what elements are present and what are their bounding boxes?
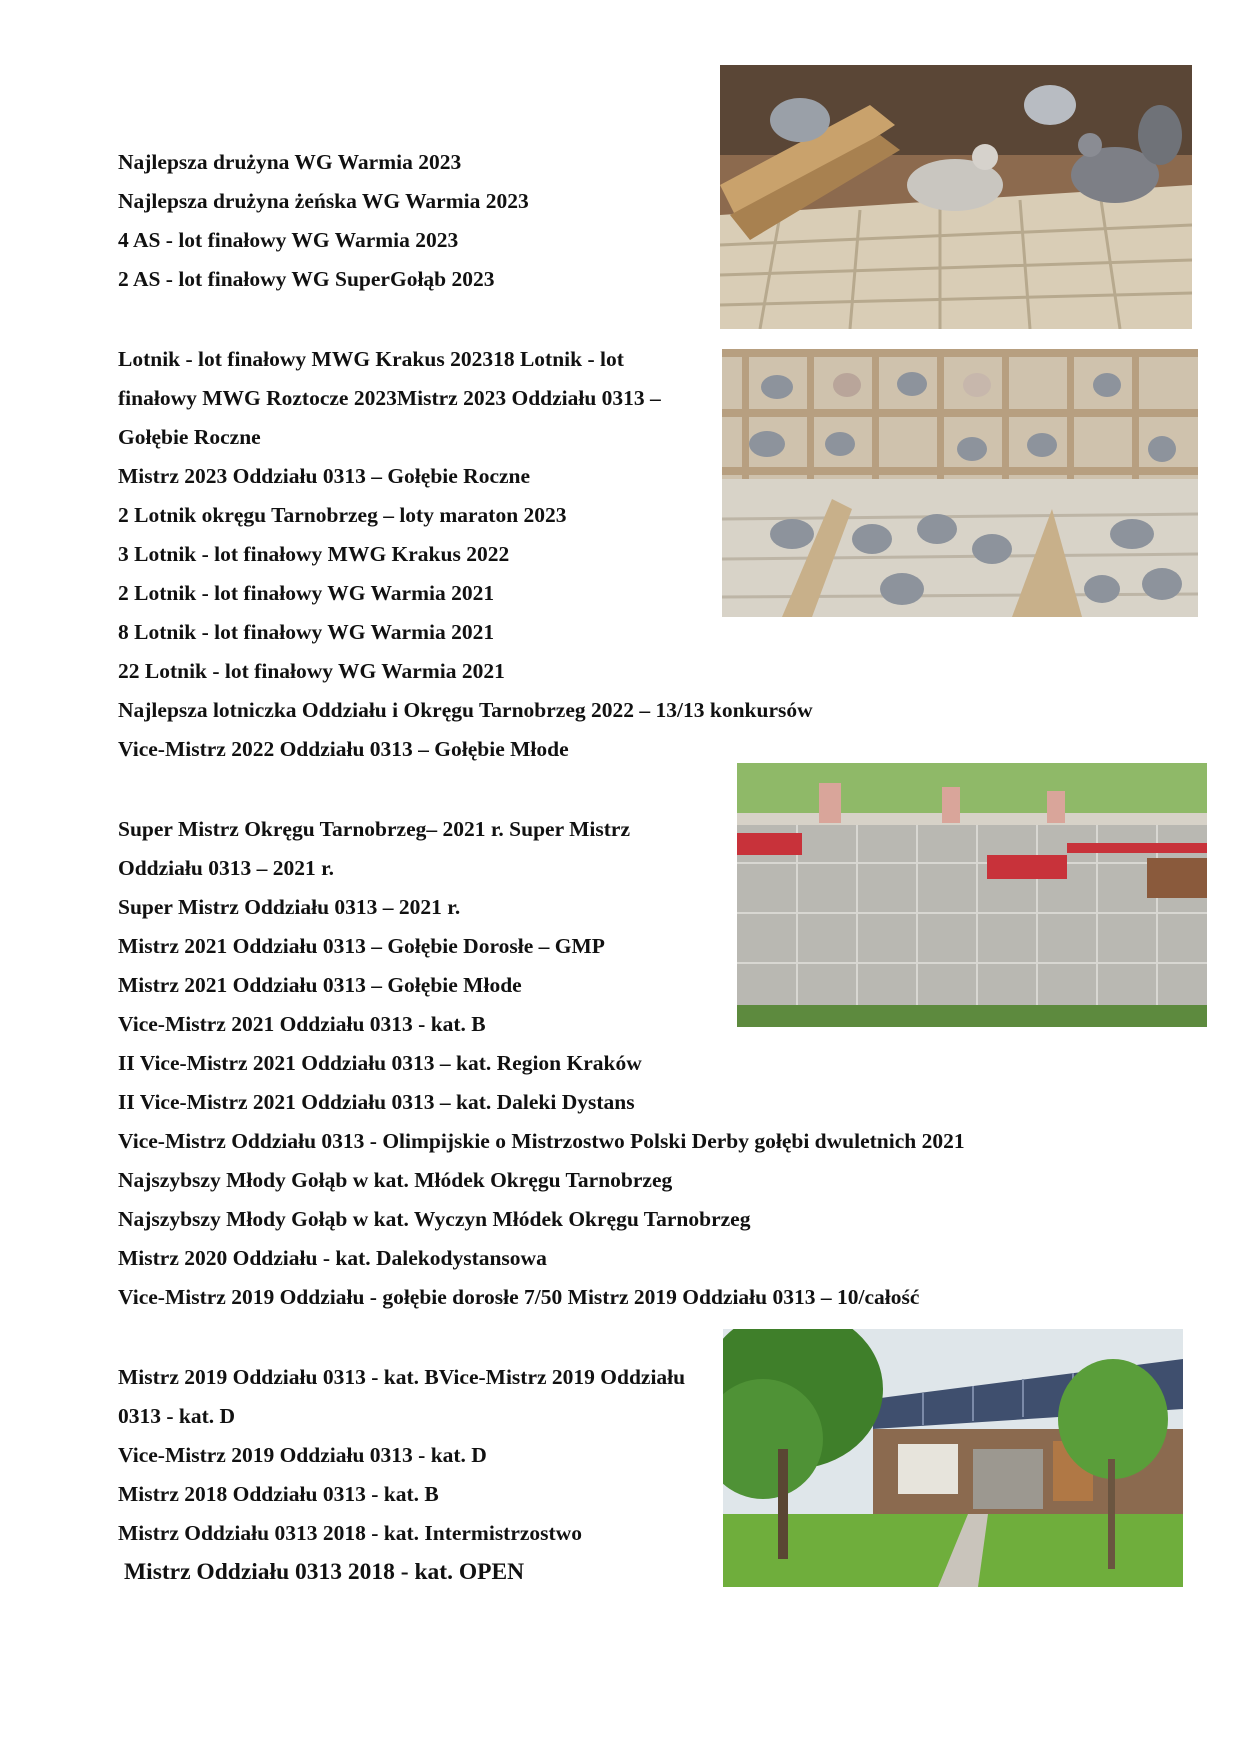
achievement-line: 2 Lotnik okręgu Tarnobrzeg – loty maraton 2023 bbox=[118, 503, 567, 527]
pigeons-feeding-photo bbox=[720, 65, 1192, 329]
achievement-line: Mistrz 2023 Oddziału 0313 – Gołębie Roczne bbox=[118, 464, 531, 488]
achievement-line: finałowy MWG Roztocze 2023Mistrz 2023 Oddziału 0313 – bbox=[118, 386, 661, 410]
loft-house-garden-image bbox=[723, 1329, 1183, 1587]
achievement-line: Vice-Mistrz 2019 Oddziału - gołębie dorosłe 7/50 Mistrz 2019 Oddziału 0313 – 10/całość bbox=[118, 1285, 920, 1309]
achievement-line: 3 Lotnik - lot finałowy MWG Krakus 2022 bbox=[118, 542, 510, 566]
achievement-line: 2 Lotnik - lot finałowy WG Warmia 2021 bbox=[118, 581, 495, 605]
achievement-line: Super Mistrz Okręgu Tarnobrzeg– 2021 r. Super Mistrz bbox=[118, 817, 631, 841]
aviary-loft-image bbox=[737, 763, 1207, 1027]
achievement-line: 22 Lotnik - lot finałowy WG Warmia 2021 bbox=[118, 659, 505, 683]
achievement-line: Mistrz 2020 Oddziału - kat. Dalekodystansowa bbox=[118, 1246, 547, 1270]
achievement-line-open: Mistrz Oddziału 0313 2018 - kat. OPEN bbox=[124, 1559, 525, 1585]
achievement-line: Najlepsza drużyna WG Warmia 2023 bbox=[118, 150, 462, 174]
achievement-line: 0313 - kat. D bbox=[118, 1404, 236, 1428]
achievement-line: Lotnik - lot finałowy MWG Krakus 202318 Lotnik - lot bbox=[118, 347, 624, 371]
achievement-line: 2 AS - lot finałowy WG SuperGołąb 2023 bbox=[118, 267, 495, 291]
achievement-line: Vice-Mistrz 2022 Oddziału 0313 – Gołębie Młode bbox=[118, 737, 569, 761]
achievement-line: Gołębie Roczne bbox=[118, 425, 261, 449]
pigeons-feeding-image bbox=[720, 65, 1192, 329]
achievement-line: Mistrz 2021 Oddziału 0313 – Gołębie Młode bbox=[118, 973, 522, 997]
achievement-line: Najlepsza drużyna żeńska WG Warmia 2023 bbox=[118, 189, 529, 213]
achievement-line: Mistrz 2021 Oddziału 0313 – Gołębie Dorosłe – GMP bbox=[118, 934, 605, 958]
achievement-line: II Vice-Mistrz 2021 Oddziału 0313 – kat. Daleki Dystans bbox=[118, 1090, 635, 1114]
pigeon-perches-image bbox=[722, 349, 1198, 617]
achievement-line: Najlepsza lotniczka Oddziału i Okręgu Tarnobrzeg 2022 – 13/13 konkursów bbox=[118, 698, 813, 722]
pigeon-perches-photo bbox=[722, 349, 1198, 617]
achievement-line: Vice-Mistrz 2021 Oddziału 0313 - kat. B bbox=[118, 1012, 486, 1036]
achievement-line: Najszybszy Młody Gołąb w kat. Wyczyn Młódek Okręgu Tarnobrzeg bbox=[118, 1207, 751, 1231]
loft-house-garden-photo bbox=[723, 1329, 1183, 1587]
achievement-line: 8 Lotnik - lot finałowy WG Warmia 2021 bbox=[118, 620, 495, 644]
achievement-line: Mistrz 2018 Oddziału 0313 - kat. B bbox=[118, 1482, 439, 1506]
achievement-line: Mistrz Oddziału 0313 2018 - kat. Intermistrzostwo bbox=[118, 1521, 582, 1545]
achievement-line: Najszybszy Młody Gołąb w kat. Młódek Okręgu Tarnobrzeg bbox=[118, 1168, 673, 1192]
achievement-line: II Vice-Mistrz 2021 Oddziału 0313 – kat. Region Kraków bbox=[118, 1051, 642, 1075]
achievement-line: Vice-Mistrz 2019 Oddziału 0313 - kat. D bbox=[118, 1443, 487, 1467]
achievement-line: Mistrz 2019 Oddziału 0313 - kat. BVice-Mistrz 2019 Oddziału bbox=[118, 1365, 686, 1389]
achievement-line: Oddziału 0313 – 2021 r. bbox=[118, 856, 335, 880]
aviary-loft-photo bbox=[737, 763, 1207, 1027]
achievement-line: Super Mistrz Oddziału 0313 – 2021 r. bbox=[118, 895, 461, 919]
achievement-line: 4 AS - lot finałowy WG Warmia 2023 bbox=[118, 228, 459, 252]
achievement-line: Vice-Mistrz Oddziału 0313 - Olimpijskie o Mistrzostwo Polski Derby gołębi dwuletnich 2021 bbox=[118, 1129, 965, 1153]
